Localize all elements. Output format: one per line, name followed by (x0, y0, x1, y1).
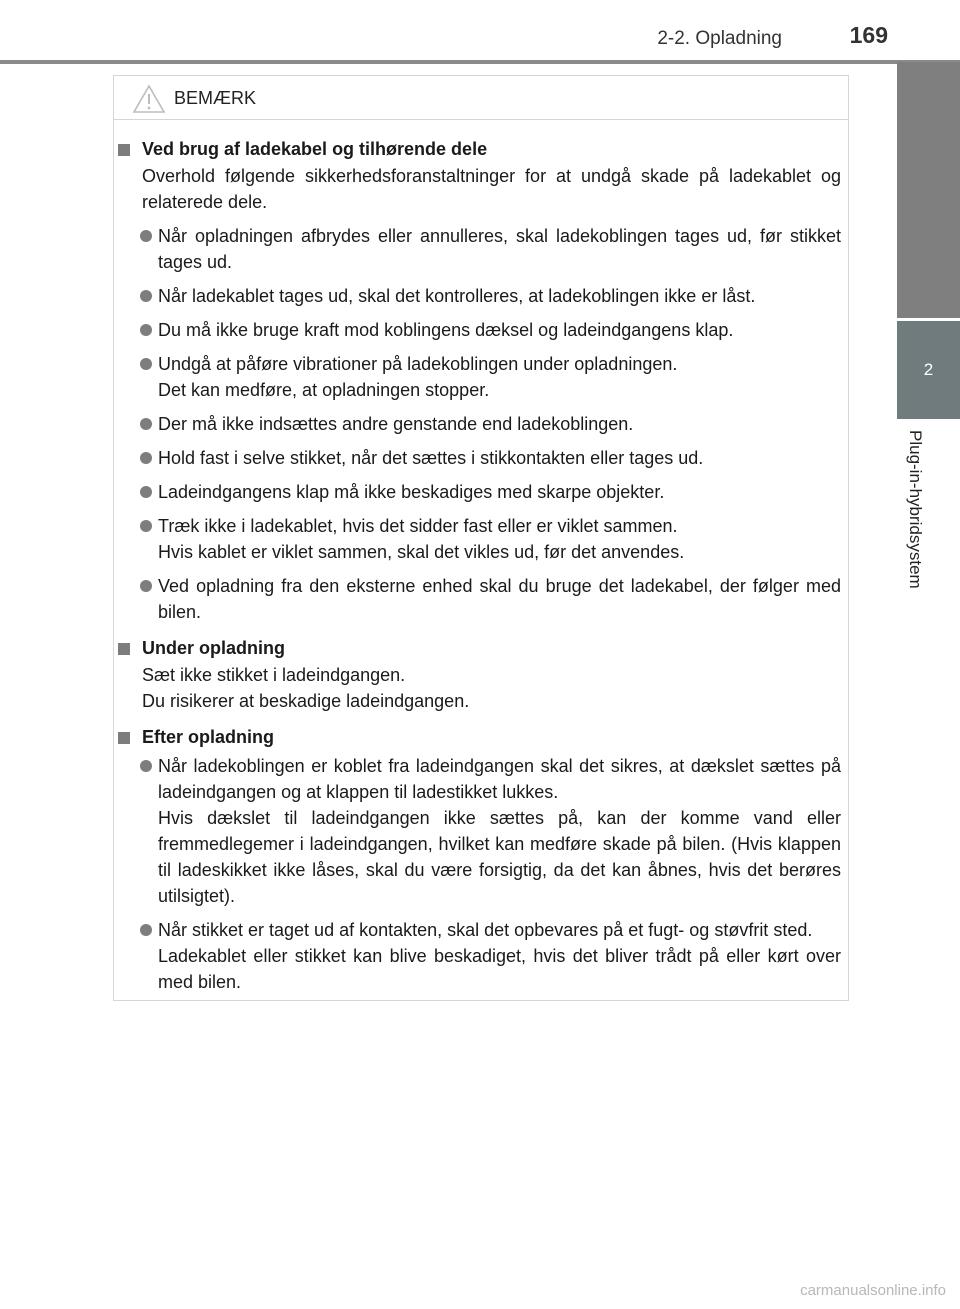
bullet-icon (140, 520, 152, 532)
section-during-charging (114, 635, 850, 714)
section-charging-cable (114, 136, 850, 625)
list-item: Ladeindgangens klap må ikke beskadiges med skarpe objekter. (158, 479, 841, 505)
bullet-icon (140, 358, 152, 370)
section-intro: Sæt ikke stikket i ladeindgangen. Du risikerer at beskadige ladeindgangen. (142, 665, 470, 711)
section-title: Efter opladning (118, 724, 850, 751)
side-tab-upper (897, 62, 960, 318)
bullet-icon (140, 418, 152, 430)
bullet-icon (140, 486, 152, 498)
bullet-icon (140, 290, 152, 302)
chapter-label: Plug-in-hybridsystem (906, 430, 925, 589)
list-item: Ved opladning fra den eksterne enhed skal du bruge det ladekabel, der følger med bilen. (158, 573, 841, 625)
list-item: Når opladningen afbrydes eller annulleres, skal ladekoblingen tages ud, før stikket tages ud. (158, 223, 841, 275)
notice-box (113, 75, 849, 1001)
section-title: Ved brug af ladekabel og tilhørende dele (118, 136, 850, 163)
chapter-number: 2 (923, 360, 934, 379)
chapter-tab (897, 321, 960, 419)
notice-header (114, 76, 848, 120)
list-item: Når ladekablet tages ud, skal det kontrolleres, at ladekoblingen ikke er låst. (158, 283, 841, 309)
bullet-icon (140, 230, 152, 242)
list-item: Hold fast i selve stikket, når det sættes i stikkontakten eller tages ud. (158, 445, 841, 471)
warning-triangle-icon (132, 84, 166, 114)
bullet-icon (140, 580, 152, 592)
page-number: 169 (849, 22, 888, 48)
list-item: Når ladekoblingen er koblet fra ladeindgangen skal det sikres, at dækslet sættes på ladeindgangen og at klappen til ladestikket lukkes. Hvis dækslet til ladeindgangen ikke sættes på, kan der komme vand eller fremmedlegemer i ladeindgangen, hvilket kan medføre skade på bilen. (Hvis klappen til ladeskikket ikke låses, skal du være forsigtig, da det kan åbnes, hvis det berøres utilsigtet). (158, 753, 841, 909)
header-rule (0, 60, 960, 64)
bullet-icon (140, 760, 152, 772)
notice-body (114, 126, 850, 995)
list-item: Du må ikke bruge kraft mod koblingens dæksel og ladeindgangens klap. (158, 317, 841, 343)
list-item: Når stikket er taget ud af kontakten, skal det opbevares på et fugt- og støvfrit sted. Ladekablet eller stikket kan blive beskadiget, hvis det bliver trådt på eller kørt over med bilen. (158, 917, 841, 995)
list-item: Træk ikke i ladekablet, hvis det sidder fast eller er viklet sammen. Hvis kablet er viklet sammen, skal det vikles ud, før det anvendes. (158, 513, 841, 565)
running-header-section: 2-2. Opladning (657, 28, 782, 49)
section-intro: Overhold følgende sikkerhedsforanstaltninger for at undgå skade på ladekablet og relaterede dele. (142, 166, 841, 212)
watermark: carmanualsonline.info (800, 1282, 946, 1299)
list-item: Der må ikke indsættes andre genstande end ladekoblingen. (158, 411, 841, 437)
bullet-icon (140, 452, 152, 464)
section-title: Under opladning (118, 635, 850, 662)
list-item: Undgå at påføre vibrationer på ladekoblingen under opladningen. Det kan medføre, at opladningen stopper. (158, 351, 841, 403)
section-after-charging (114, 724, 850, 995)
bullet-icon (140, 924, 152, 936)
notice-title: BEMÆRK (174, 88, 257, 108)
bullet-icon (140, 324, 152, 336)
